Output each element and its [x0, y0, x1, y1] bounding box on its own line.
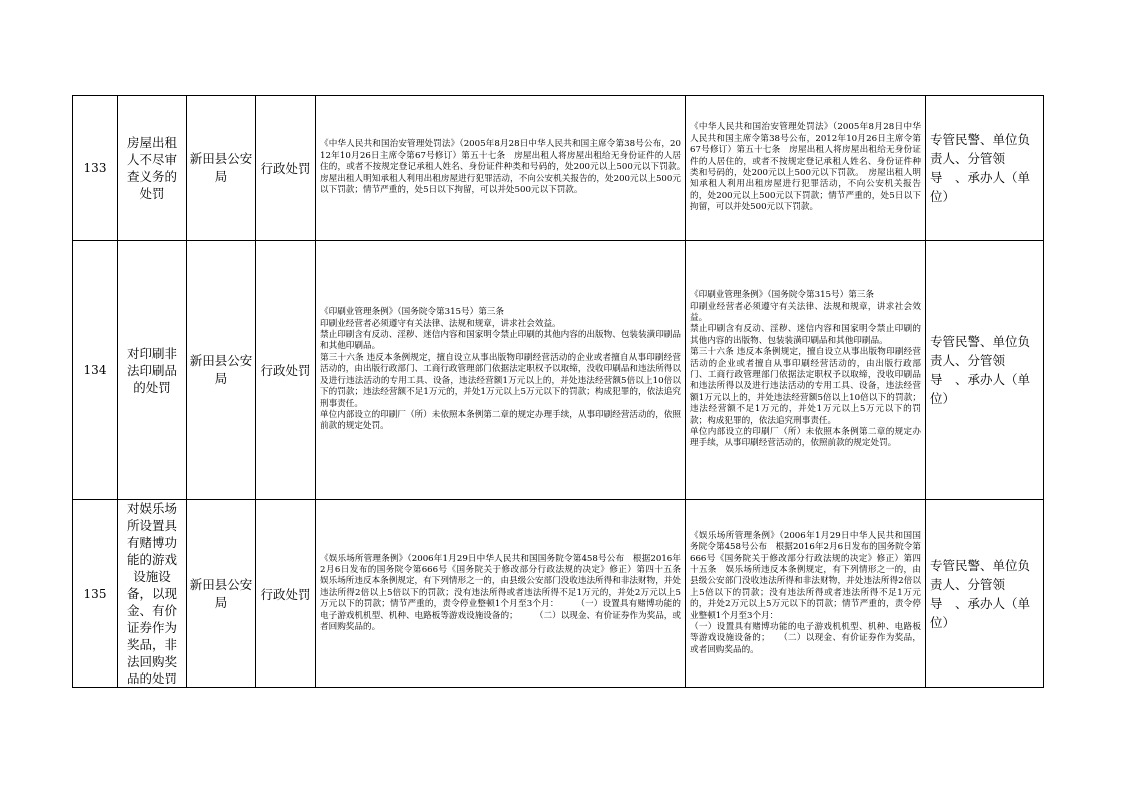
power-type: 行政处罚 — [256, 500, 316, 688]
item-name: 对印刷非法印刷品的处罚 — [118, 241, 187, 500]
legal-basis: 《娱乐场所管理条例》（2006年1月29日中华人民共和国国务院令第458号公布 根据2016年2月6日发布的国务院令第666号《国务院关于修改部分行政法规的决定》修正）第四十五条 娱乐场所违反本条例规定，有下列情形之一的，由县级公安部门没收违法所得和非法财物，并处违法所得2倍以上5倍以下的罚款；没有违法所得或者违法所得不足1万元的，并处2万元以上5万元以下的罚款；情节严重的，责令停业整顿1个月至3个月： （一）设置具有赌博功能的电子游戏机机型、机种、电路板等游戏设施设备的； （二）以现金、有价证券作为奖品，或者回购奖品的。 — [316, 500, 686, 688]
row-number: 133 — [73, 96, 118, 241]
row-number: 135 — [73, 500, 118, 688]
power-type: 行政处罚 — [256, 241, 316, 500]
department: 新田县公安局 — [187, 96, 256, 241]
department: 新田县公安局 — [187, 241, 256, 500]
item-name: 房屋出租人不尽审查义务的处罚 — [118, 96, 187, 241]
responsible-party: 专管民警、单位负责人、分管领导 、承办人（单位） — [926, 500, 1044, 688]
legal-basis: 《印刷业管理条例》（国务院令第315号）第三条 印刷业经营者必须遵守有关法律、法规和规章，讲求社会效益。 禁止印刷含有反动、淫秽、迷信内容和国家明令禁止印刷的其他内容的出版物、包装装潢印刷品和其他印刷品。 第三十六条 违反本条例规定，擅自设立从事出版物印刷经营活动的企业或者擅自从事印刷经营活动的，由出版行政部门、工商行政管理部门依据法定职权予以取缔，没收印刷品和违法所得以及进行违法活动的专用工具、设备，违法经营额1万元以上的，并处违法经营额5倍以上10倍以下的罚款；违法经营额不足1万元的，并处1万元以上5万元以下的罚款；构成犯罪的，依法追究刑事责任。 单位内部设立的印刷厂（所）未依照本条例第二章的规定办理手续，从事印刷经营活动的，依照前款的规定处罚。 — [316, 241, 686, 500]
responsible-party: 专管民警、单位负责人、分管领导 、承办人（单位） — [926, 96, 1044, 241]
table-row — [73, 500, 1044, 688]
table-row — [73, 241, 1044, 500]
table-row — [73, 96, 1044, 241]
legal-basis: 《中华人民共和国治安管理处罚法》（2005年8月28日中华人民共和国主席令第38号公布，2012年10月26日主席令第67号修订）第五十七条 房屋出租人将房屋出租给无身份证件的人居住的，或者不按规定登记承租人姓名、身份证件种类和号码的，处200元以上500元以下罚款。 房屋出租人明知承租人利用出租房屋进行犯罪活动，不向公安机关报告的，处200元以上500元以下罚款；情节严重的，处5日以下拘留，可以并处500元以下罚款。 — [316, 96, 686, 241]
item-name: 对娱乐场所设置具有赌博功能的游戏设施设备，以现金、有价证券作为奖品，非法回购奖品的处罚 — [118, 500, 187, 688]
department: 新田县公安局 — [187, 500, 256, 688]
responsible-party: 专管民警、单位负责人、分管领导 、承办人（单位） — [926, 241, 1044, 500]
legal-basis-detail: 《娱乐场所管理条例》（2006年1月29日中华人民共和国国务院令第458号公布 根据2016年2月6日发布的国务院令第666号《国务院关于修改部分行政法规的决定》修正）第四十五条 娱乐场所违反本条例规定，有下列情形之一的，由县级公安部门没收违法所得和非法财物，并处违法所得2倍以上5倍以下的罚款；没有违法所得或者违法所得不足1万元的，并处2万元以上5万元以下的罚款；情节严重的，责令停业整顿1个月至3个月： （一）设置具有赌博功能的电子游戏机机型、机种、电路板等游戏设施设备的； （二）以现金、有价证券作为奖品，或者回购奖品的。 — [686, 500, 926, 688]
power-type: 行政处罚 — [256, 96, 316, 241]
punishment-table — [72, 95, 1044, 688]
row-number: 134 — [73, 241, 118, 500]
legal-basis-detail: 《印刷业管理条例》（国务院令第315号）第三条 印刷业经营者必须遵守有关法律、法规和规章，讲求社会效益。 禁止印刷含有反动、淫秽、迷信内容和国家明令禁止印刷的其他内容的出版物、包装装潢印刷品和其他印刷品。 第三十六条 违反本条例规定，擅自设立从事出版物印刷经营活动的企业或者擅自从事印刷经营活动的，由出版行政部门、工商行政管理部门依据法定职权予以取缔，没收印刷品和违法所得以及进行违法活动的专用工具、设备，违法经营额1万元以上的，并处违法经营额5倍以上10倍以下的罚款；违法经营额不足1万元的，并处1万元以上5万元以下的罚款；构成犯罪的，依法追究刑事责任。 单位内部设立的印刷厂（所）未依照本条例第二章的规定办理手续，从事印刷经营活动的，依照前款的规定处罚。 — [686, 241, 926, 500]
legal-basis-detail: 《中华人民共和国治安管理处罚法》（2005年8月28日中华人民共和国主席令第38号公布，2012年10月26日主席令第67号修订）第五十七条 房屋出租人将房屋出租给无身份证件的人居住的，或者不按规定登记承租人姓名、身份证件种类和号码的，处200元以上500元以下罚款。 房屋出租人明知承租人利用出租房屋进行犯罪活动，不向公安机关报告的，处200元以上500元以下罚款；情节严重的，处5日以下拘留，可以并处500元以下罚款。 — [686, 96, 926, 241]
